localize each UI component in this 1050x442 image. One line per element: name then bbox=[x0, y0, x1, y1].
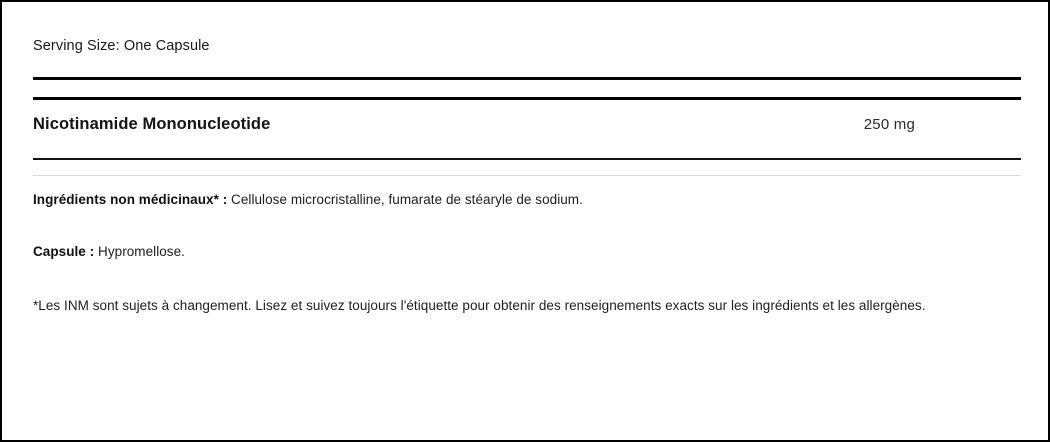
ingredient-name: Nicotinamide Mononucleotide bbox=[33, 115, 271, 133]
divider-thick-second bbox=[33, 97, 1021, 100]
non-medicinal-separator: : bbox=[218, 192, 232, 207]
footnote-text: *Les INM sont sujets à changement. Lisez et suivez toujours l'étiquette pour obtenir des renseignements exacts sur les ingrédients et les allergènes. bbox=[33, 298, 926, 313]
divider-light bbox=[33, 175, 1021, 176]
capsule-heading: Capsule bbox=[33, 244, 86, 259]
non-medicinal-text: Cellulose microcristalline, fumarate de stéaryle de sodium. bbox=[231, 192, 583, 207]
ingredient-amount: 250 mg bbox=[863, 116, 915, 133]
non-medicinal-heading: Ingrédients non médicinaux* bbox=[33, 192, 219, 207]
panel-content bbox=[33, 2, 1021, 442]
capsule-separator: : bbox=[85, 244, 99, 259]
non-medicinal-ingredients-paragraph bbox=[33, 190, 583, 210]
capsule-paragraph bbox=[33, 242, 185, 262]
capsule-text: Hypromellose. bbox=[98, 244, 185, 259]
serving-size-text: Serving Size: One Capsule bbox=[33, 38, 210, 54]
divider-thick-top bbox=[33, 77, 1021, 80]
ingredient-row bbox=[33, 115, 1021, 134]
divider-thin bbox=[33, 158, 1021, 160]
